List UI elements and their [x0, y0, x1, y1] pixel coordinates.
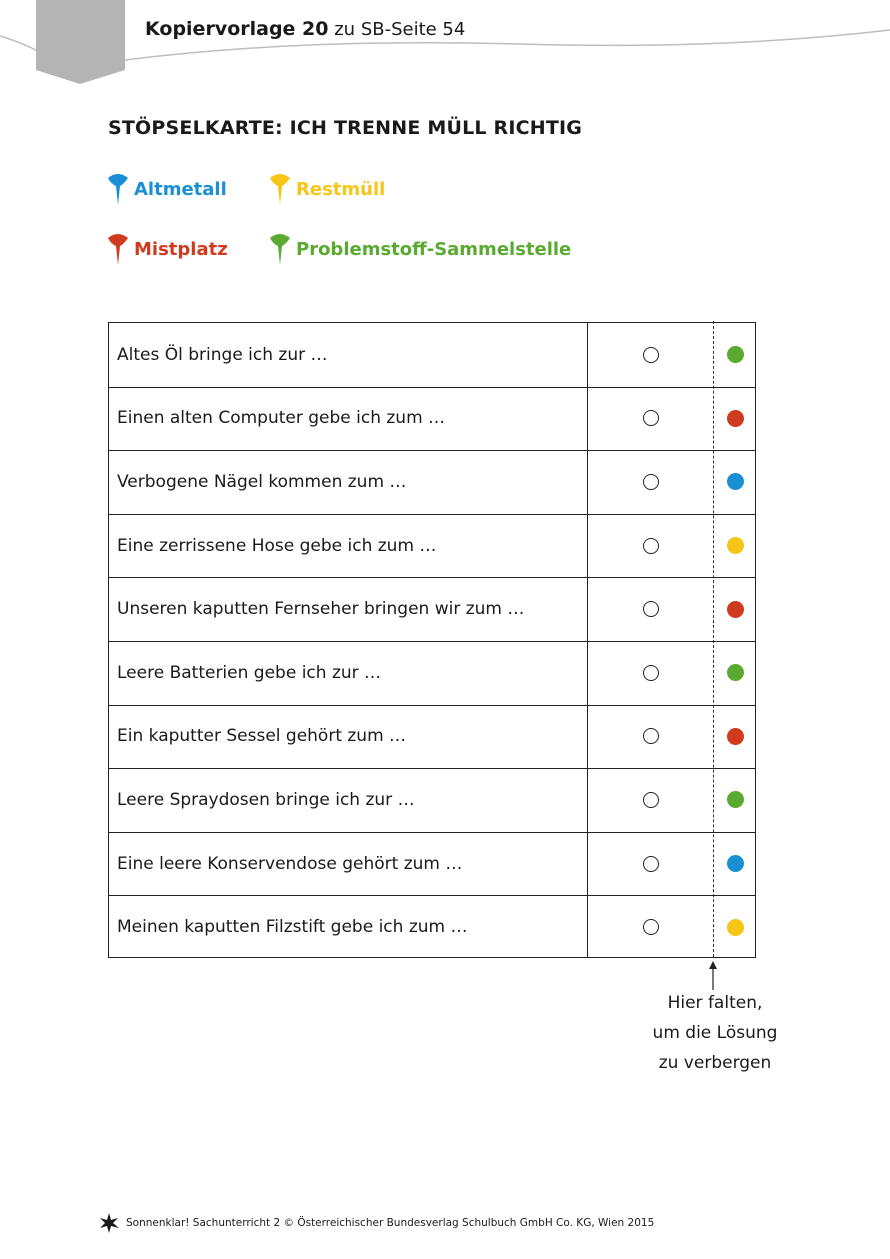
copy-template-label: Kopiervorlage 20 [145, 18, 329, 40]
pin-icon [106, 232, 130, 266]
page-reference: zu SB-Seite 54 [334, 19, 466, 40]
solution-dot [727, 346, 744, 363]
legend-item-altmetall [106, 172, 227, 206]
header-tab-shape [0, 0, 130, 90]
solution-dot [727, 410, 744, 427]
table-row [109, 768, 755, 832]
table-row [109, 705, 755, 769]
arrow-up-icon [706, 960, 720, 990]
footer [98, 1212, 654, 1234]
legend-label: Restmüll [296, 178, 386, 200]
table-row [109, 514, 755, 578]
legend-item-mistplatz [106, 232, 228, 266]
footer-copyright: Sonnenklar! Sachunterricht 2 © Österreichischer Bundesverlag Schulbuch GmbH Co. KG, Wien 2015 [126, 1217, 655, 1229]
solution-dot [727, 473, 744, 490]
table-row [109, 577, 755, 641]
legend-label: Altmetall [134, 178, 227, 200]
question-text: Leere Batterien gebe ich zur … [117, 662, 382, 683]
header [145, 18, 465, 40]
row-divider [109, 514, 755, 515]
answer-plug-hole[interactable] [643, 665, 659, 681]
pin-icon [268, 232, 292, 266]
legend-item-problemstoff [268, 232, 571, 266]
row-divider [109, 577, 755, 578]
answer-plug-hole[interactable] [643, 347, 659, 363]
solution-dot [727, 855, 744, 872]
legend-item-restmuell [268, 172, 385, 206]
solution-dot [727, 537, 744, 554]
question-text: Altes Öl bringe ich zur … [117, 344, 328, 365]
publisher-logo-icon [98, 1212, 120, 1234]
row-divider [109, 705, 755, 706]
solution-dot [727, 919, 744, 936]
answer-plug-hole[interactable] [643, 410, 659, 426]
page-title: STÖPSELKARTE: ICH TRENNE MÜLL RICHTIG [108, 117, 583, 139]
fold-note-line: um die Lösung [652, 1023, 778, 1043]
legend-label: Problemstoff-Sammelstelle [296, 238, 572, 260]
solution-dot [727, 791, 744, 808]
answer-plug-hole[interactable] [643, 919, 659, 935]
answer-plug-hole[interactable] [643, 538, 659, 554]
table-row [109, 387, 755, 451]
solution-dot [727, 601, 744, 618]
table-row [109, 641, 755, 705]
header-swoosh-line [0, 0, 890, 80]
question-text: Leere Spraydosen bringe ich zur … [117, 789, 415, 810]
fold-note-line: zu verbergen [658, 1053, 772, 1073]
question-text: Eine zerrissene Hose gebe ich zum … [117, 535, 437, 556]
row-divider [109, 641, 755, 642]
question-text: Einen alten Computer gebe ich zum … [117, 408, 446, 429]
plug-card-table [108, 322, 756, 958]
table-row [109, 895, 755, 959]
row-divider [109, 768, 755, 769]
answer-plug-hole[interactable] [643, 601, 659, 617]
answer-plug-hole[interactable] [643, 474, 659, 490]
table-row [109, 323, 755, 387]
answer-plug-hole[interactable] [643, 728, 659, 744]
question-text: Eine leere Konservendose gehört zum … [117, 853, 463, 874]
solution-dot [727, 664, 744, 681]
row-divider [109, 895, 755, 896]
row-divider [109, 387, 755, 388]
fold-note-line: Hier falten, [667, 993, 763, 1013]
row-divider [109, 832, 755, 833]
question-text: Unseren kaputten Fernseher bringen wir zum … [117, 599, 525, 620]
fold-instruction [640, 988, 790, 1078]
solution-dot [727, 728, 744, 745]
question-text: Verbogene Nägel kommen zum … [117, 471, 407, 492]
table-row [109, 832, 755, 896]
pin-icon [106, 172, 130, 206]
legend-label: Mistplatz [134, 238, 228, 260]
question-text: Ein kaputter Sessel gehört zum … [117, 726, 407, 747]
question-text: Meinen kaputten Filzstift gebe ich zum … [117, 917, 468, 938]
answer-plug-hole[interactable] [643, 792, 659, 808]
row-divider [109, 450, 755, 451]
answer-plug-hole[interactable] [643, 856, 659, 872]
pin-icon [268, 172, 292, 206]
table-row [109, 450, 755, 514]
